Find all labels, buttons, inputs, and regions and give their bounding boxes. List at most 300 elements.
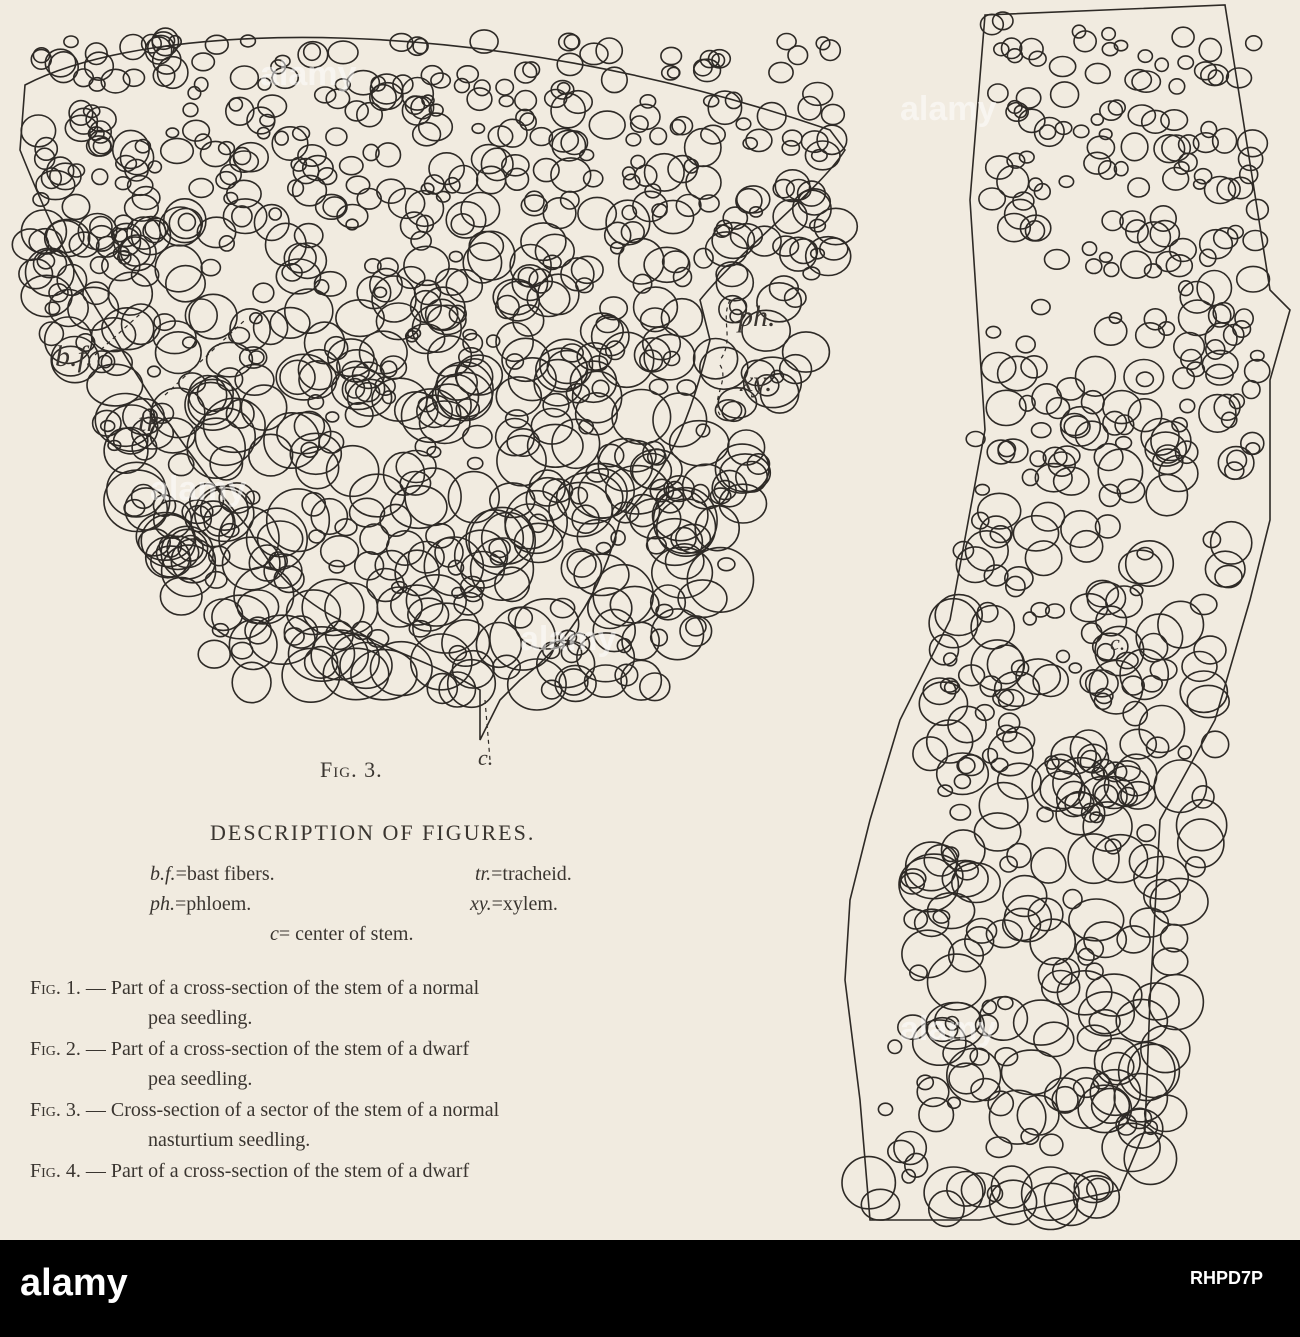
entry-line1: — Part of a cross-section of the stem of a normal	[85, 977, 480, 999]
plant-cell	[878, 1103, 892, 1115]
plant-cell	[672, 117, 692, 135]
plant-cell	[631, 155, 645, 168]
plant-cell	[326, 128, 347, 145]
plant-cell	[188, 87, 201, 100]
plant-cell	[1071, 594, 1108, 622]
plant-cell	[515, 62, 537, 83]
legend-abbr: ph.	[150, 893, 175, 915]
plant-cell	[640, 673, 670, 701]
legend-abbr: xy.	[470, 893, 492, 915]
plant-cell	[495, 567, 530, 601]
plant-cell	[555, 665, 596, 701]
plant-cell	[64, 36, 78, 47]
plant-cell	[142, 35, 162, 53]
plant-cell	[1116, 999, 1167, 1042]
plant-cell	[1178, 746, 1191, 759]
plant-cell	[1172, 27, 1194, 47]
plant-cell	[736, 462, 767, 493]
plant-cell	[241, 385, 286, 430]
plant-cell	[1020, 151, 1035, 163]
plant-cell	[1082, 623, 1102, 643]
plant-cell	[769, 62, 793, 82]
plant-cell	[1179, 281, 1193, 296]
plant-cell	[1057, 971, 1111, 1015]
plant-cell	[1145, 264, 1162, 278]
plant-cell	[773, 236, 799, 256]
plant-cell	[1070, 730, 1106, 768]
plant-cell	[552, 130, 585, 161]
plant-cell	[919, 1098, 954, 1132]
plant-cell	[1199, 38, 1221, 61]
plant-cell	[623, 167, 635, 180]
plant-cell	[1237, 266, 1270, 292]
plant-cell	[370, 74, 402, 104]
plant-cell	[1137, 548, 1153, 560]
plant-cell	[506, 168, 529, 190]
plant-cell	[507, 429, 539, 456]
plant-cell	[810, 219, 826, 231]
plant-cell	[404, 246, 449, 285]
plant-cell	[1061, 407, 1101, 446]
watermark-image-code: RHPD7P	[1190, 1268, 1264, 1288]
plant-cell	[1005, 896, 1052, 942]
entry-line2: pea seedling.	[148, 1068, 253, 1090]
plant-cell	[448, 472, 499, 523]
plant-cell	[1042, 971, 1080, 1005]
plant-cell	[805, 141, 840, 170]
label-center-fig4: c.	[1110, 630, 1126, 655]
watermark-overlay: alamy	[260, 55, 357, 93]
plant-cell	[589, 111, 625, 139]
plant-cell	[1069, 899, 1124, 941]
plant-cell	[612, 390, 671, 445]
plant-cell	[956, 547, 994, 583]
plant-cell	[1243, 231, 1267, 251]
plant-cell	[405, 468, 461, 525]
plant-cell	[280, 360, 315, 394]
plant-cell	[229, 98, 242, 111]
plant-cell	[1213, 129, 1237, 154]
plant-cell	[1105, 839, 1121, 854]
plant-cell	[785, 288, 806, 307]
plant-cell	[515, 91, 537, 111]
plant-cell	[467, 88, 492, 110]
plant-cell	[326, 412, 339, 422]
plant-cell	[457, 66, 478, 83]
plant-cell	[148, 366, 161, 377]
plant-cell	[1146, 474, 1187, 515]
plant-cell	[295, 224, 323, 248]
plant-cell	[783, 332, 830, 372]
plant-cell	[611, 531, 625, 545]
plant-cell	[195, 408, 255, 465]
plant-cell	[269, 208, 281, 220]
legend-tracheid	[475, 863, 572, 886]
legend-abbr: tr.	[475, 863, 492, 885]
legend-xylem	[470, 893, 558, 916]
plant-cell	[661, 299, 702, 337]
plant-cell	[619, 239, 664, 284]
plant-cell	[183, 103, 198, 116]
plant-cell	[1016, 336, 1035, 353]
plant-cell	[49, 52, 78, 83]
plant-cell	[1032, 423, 1051, 438]
plant-cell	[1116, 437, 1132, 449]
plant-cell	[803, 83, 833, 106]
entry-lead: Fig. 4.	[30, 1160, 81, 1182]
plant-cell	[487, 335, 500, 347]
plant-cell	[1136, 372, 1153, 386]
legend-meaning: =phloem.	[175, 893, 252, 915]
plant-cell	[542, 680, 562, 699]
plant-cell	[788, 46, 808, 65]
plant-cell	[275, 131, 288, 145]
plant-cell	[983, 749, 998, 763]
watermark-overlay: alamy	[150, 470, 247, 508]
plant-cell	[929, 1191, 964, 1227]
plant-cell	[633, 191, 667, 221]
figure-3-caption: Fig. 3.	[320, 757, 383, 782]
plant-cell	[1069, 663, 1081, 673]
legend-bast-fibers	[150, 863, 275, 886]
plant-cell	[505, 491, 567, 554]
plant-cell	[782, 141, 799, 155]
plant-cell	[606, 341, 625, 359]
entry-line2: nasturtium seedling.	[148, 1129, 311, 1151]
plant-cell	[351, 650, 417, 700]
plant-cell	[216, 172, 236, 189]
plant-cell	[1000, 856, 1017, 872]
plant-cell	[101, 421, 115, 432]
plant-cell	[917, 1075, 933, 1089]
plant-cell	[1161, 110, 1188, 130]
label-xylem: xy.	[740, 365, 773, 398]
plant-cell	[374, 287, 386, 297]
plant-cell	[790, 239, 817, 264]
plant-cell	[325, 583, 378, 634]
plant-cell	[640, 350, 663, 371]
watermark-overlay: alamy	[900, 1010, 997, 1048]
plant-cell	[481, 148, 513, 180]
plant-cell	[653, 393, 707, 447]
legend-meaning: =bast fibers.	[175, 863, 275, 885]
legend-abbr: c	[270, 923, 279, 945]
plant-cell	[406, 191, 444, 227]
plant-cell	[472, 124, 484, 134]
entry-line1: — Part of a cross-section of the stem of a dwarf	[85, 1160, 470, 1182]
plant-cell	[1102, 28, 1115, 40]
plant-cell	[775, 170, 809, 202]
plant-cell	[219, 142, 235, 155]
plant-cell	[68, 164, 84, 177]
plant-cell	[1079, 777, 1127, 816]
plant-cell	[1082, 242, 1096, 255]
plant-cell	[520, 113, 536, 130]
plant-cell	[1195, 169, 1212, 184]
plant-cell	[728, 430, 765, 465]
plant-cell	[1013, 192, 1034, 210]
plant-cell	[822, 104, 845, 124]
legend-meaning: =tracheid.	[491, 863, 572, 885]
plant-cell	[686, 166, 721, 199]
plant-cell	[463, 426, 492, 448]
plant-cell	[1132, 71, 1160, 92]
plant-cell	[1246, 443, 1260, 454]
plant-cell	[1016, 88, 1040, 108]
plant-cell	[1051, 82, 1079, 107]
legend-center	[270, 923, 413, 946]
plant-cell	[988, 732, 1033, 776]
plant-cell	[1099, 129, 1112, 139]
plant-cell	[1155, 58, 1168, 71]
plant-cell	[1013, 516, 1058, 551]
plant-cell	[1090, 661, 1143, 714]
plant-cell	[45, 302, 59, 314]
plant-cell	[596, 38, 622, 63]
plant-cell	[205, 35, 228, 54]
plant-cell	[928, 954, 986, 1010]
plant-cell	[694, 339, 738, 379]
plant-cell	[780, 355, 812, 384]
legend-phloem	[150, 893, 251, 916]
plant-cell	[413, 603, 479, 653]
plant-cell	[584, 170, 603, 186]
plant-cell	[685, 129, 721, 167]
plant-cell	[694, 248, 713, 268]
plant-cell	[92, 169, 108, 184]
plant-cell	[499, 96, 513, 107]
plant-cell	[1128, 178, 1149, 197]
plant-cell	[346, 176, 369, 194]
plant-cell	[229, 328, 250, 344]
plant-cell	[85, 52, 114, 80]
plant-cell	[223, 199, 266, 234]
plant-cell	[91, 257, 109, 274]
plant-cell	[986, 1137, 1012, 1157]
plant-cell	[36, 171, 75, 200]
plant-cell	[1098, 449, 1142, 493]
plant-cell	[1138, 50, 1152, 62]
plant-cell	[1032, 502, 1065, 531]
plant-cell	[652, 547, 713, 598]
plant-cell	[1137, 825, 1155, 842]
plant-cell	[979, 783, 1028, 829]
plant-cell	[1012, 660, 1029, 676]
plant-cell	[748, 226, 781, 256]
label-tracheid: tr.	[138, 405, 163, 438]
plant-cell	[986, 390, 1026, 425]
plant-cell	[1242, 381, 1260, 399]
plant-cell	[1227, 68, 1252, 88]
description-entry-fig3	[30, 1095, 820, 1155]
plant-cell	[1170, 239, 1197, 262]
plant-cell	[293, 126, 310, 140]
plant-cell	[991, 758, 1008, 771]
plant-cell	[1083, 802, 1132, 851]
plant-cell	[1037, 807, 1053, 821]
plant-cell	[1064, 416, 1090, 438]
plant-cell	[1084, 152, 1111, 174]
plant-cell	[19, 259, 53, 289]
entry-line2: pea seedling.	[148, 1007, 253, 1029]
plant-cell	[1238, 130, 1268, 157]
plant-cell	[45, 219, 90, 256]
plant-cell	[234, 148, 251, 165]
plant-cell	[185, 379, 240, 430]
plant-cell	[419, 113, 453, 141]
entry-line1: — Cross-section of a sector of the stem of a normal	[85, 1099, 500, 1121]
plant-cell	[1001, 1050, 1060, 1094]
plant-cell	[1179, 135, 1199, 154]
plant-cell	[449, 166, 478, 194]
plant-cell	[426, 524, 454, 548]
plant-cell	[1077, 1025, 1111, 1051]
plant-cell	[1100, 252, 1113, 262]
plant-cell	[661, 47, 682, 64]
plant-cell	[543, 198, 576, 229]
plant-cell	[998, 356, 1038, 390]
plant-cell	[357, 103, 382, 127]
plant-cell	[1142, 676, 1162, 692]
plant-cell	[241, 35, 256, 47]
plant-cell	[670, 421, 729, 466]
plant-cell	[435, 538, 463, 567]
plant-cell	[247, 508, 308, 570]
plant-cell	[783, 130, 802, 146]
plant-cell	[1173, 368, 1194, 389]
plant-cell	[696, 424, 709, 437]
plant-cell	[1169, 79, 1185, 94]
plant-cell	[1045, 1173, 1097, 1225]
label-bast-fibers: b.f.	[55, 340, 94, 373]
plant-cell	[1032, 300, 1050, 315]
plant-cell	[1017, 1095, 1059, 1135]
plant-cell	[949, 1063, 983, 1094]
plant-cell	[166, 266, 205, 302]
plant-cell	[978, 493, 1021, 529]
plant-cell	[433, 375, 479, 419]
entry-lead: Fig. 3.	[30, 1099, 81, 1121]
plant-cell	[302, 493, 325, 516]
plant-cell	[534, 159, 560, 182]
plant-cell	[235, 365, 274, 396]
plant-cell	[220, 165, 241, 185]
plant-cell	[1245, 360, 1270, 383]
plant-cell	[561, 344, 583, 362]
plant-cell	[449, 251, 462, 261]
plant-cell	[1192, 786, 1214, 808]
plant-cell	[1016, 659, 1060, 695]
plant-cell	[1104, 263, 1119, 277]
plant-cell	[340, 157, 363, 175]
plant-cell	[514, 523, 562, 562]
plant-cell	[773, 200, 807, 234]
plant-cell	[1153, 948, 1188, 975]
plant-cell	[232, 206, 252, 227]
plant-cell	[232, 642, 253, 658]
plant-cell	[468, 458, 483, 470]
plant-cell	[1121, 251, 1151, 278]
plant-cell	[461, 193, 500, 227]
plant-cell	[1103, 391, 1141, 424]
plant-cell	[1215, 565, 1242, 587]
plant-cell	[718, 558, 735, 571]
plant-cell	[1144, 309, 1166, 330]
plant-cell	[232, 662, 271, 702]
plant-cell	[1040, 771, 1085, 809]
plant-cell	[974, 813, 1020, 851]
plant-cell	[93, 138, 110, 154]
plant-cell	[1061, 511, 1100, 548]
plant-cell	[680, 616, 712, 646]
plant-cell	[817, 125, 847, 154]
plant-cell	[37, 253, 54, 269]
plant-cell	[1023, 612, 1036, 625]
plant-cell	[987, 645, 1024, 684]
plant-cell	[189, 179, 213, 198]
plant-cell	[1031, 848, 1066, 883]
watermark-footer-bar	[0, 1240, 1300, 1337]
plant-cell	[567, 551, 596, 577]
figure-3-cross-section	[12, 28, 857, 740]
plant-cell	[820, 238, 848, 260]
plant-cell	[1147, 737, 1169, 757]
plant-cell	[1127, 1108, 1151, 1128]
plant-cell	[573, 371, 622, 422]
plant-cell	[650, 128, 667, 144]
plant-cell	[62, 194, 89, 219]
plant-cell	[736, 118, 751, 130]
plant-cell	[201, 260, 220, 276]
plant-cell	[888, 1140, 914, 1162]
plant-cell	[578, 197, 616, 229]
plant-cell	[360, 524, 389, 554]
plant-cell	[1074, 1078, 1099, 1097]
plant-cell	[1021, 356, 1047, 378]
plant-cell	[1093, 835, 1148, 883]
plant-cell	[318, 168, 337, 185]
plant-cell	[1181, 350, 1202, 370]
plant-cell	[1050, 57, 1076, 77]
plant-cell	[502, 155, 529, 176]
label-phloem: ph.	[738, 300, 776, 333]
plant-cell	[1086, 259, 1102, 274]
plant-cell	[198, 640, 230, 668]
plant-cell	[1211, 522, 1252, 564]
plant-cell	[950, 805, 970, 821]
legend-abbr: b.f.	[150, 863, 176, 885]
plant-cell	[207, 342, 253, 376]
entry-lead: Fig. 2.	[30, 1038, 81, 1060]
plant-cell	[656, 604, 673, 617]
plant-cell	[192, 53, 214, 71]
plant-cell	[1191, 594, 1217, 614]
legend-meaning: =xylem.	[491, 893, 558, 915]
plant-cell	[976, 484, 990, 495]
legend-meaning: = center of stem.	[278, 923, 414, 945]
plant-cell	[1178, 56, 1193, 69]
plant-cell	[1136, 323, 1165, 348]
plant-cell	[1099, 484, 1120, 506]
plant-cell	[1150, 206, 1176, 231]
plant-cell	[1194, 636, 1226, 664]
plant-cell	[161, 138, 194, 163]
plant-cell	[1040, 1134, 1063, 1155]
plant-cell	[1051, 737, 1096, 774]
watermark-brand-logo: alamy	[20, 1262, 128, 1304]
plant-cell	[328, 339, 374, 376]
plant-cell	[861, 1189, 899, 1220]
